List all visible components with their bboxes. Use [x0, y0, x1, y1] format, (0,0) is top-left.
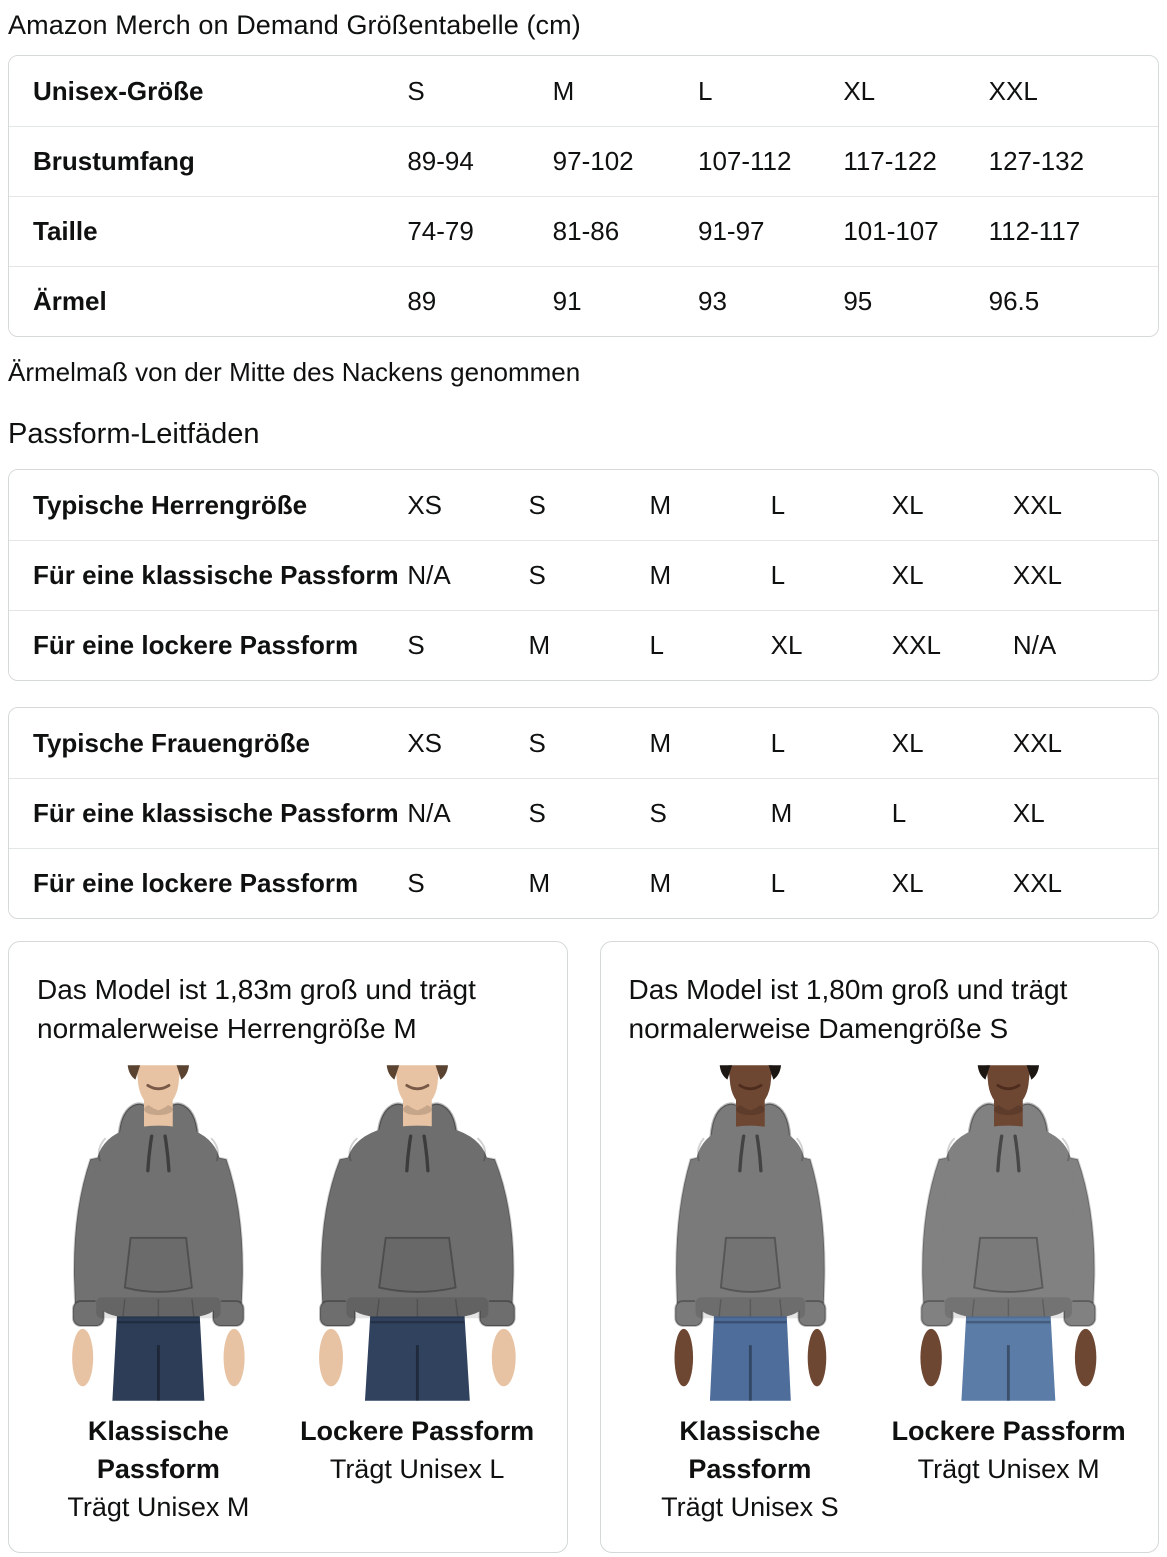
table-row — [9, 848, 1158, 918]
cell-value: 89-94 — [407, 146, 474, 176]
table-row — [9, 470, 1158, 540]
cell-value: XXL — [891, 630, 941, 660]
cell-value: XL — [891, 868, 924, 898]
cell-value: L — [770, 560, 786, 590]
size-label: Trägt Unisex L — [329, 1454, 505, 1484]
cell-value: L — [891, 798, 907, 828]
cell-value: S — [528, 798, 546, 828]
cell-value: XXL — [988, 75, 1038, 106]
model-photos — [621, 1058, 1139, 1408]
cell-value: 112-117 — [988, 216, 1081, 246]
cell-value: M — [528, 630, 551, 660]
cell-value: S — [528, 560, 546, 590]
table-row — [9, 56, 1158, 126]
row-label: Unisex-Größe — [33, 75, 204, 106]
cell-value: S — [407, 868, 425, 898]
cell-value: 74-79 — [407, 216, 474, 246]
model-description: Das Model ist 1,83m groß und trägt normalerweise Herrengröße M — [37, 974, 476, 1044]
cell-value: L — [697, 75, 713, 106]
row-label: Typische Herrengröße — [33, 489, 308, 520]
cell-value: XL — [891, 489, 924, 520]
cell-value: XL — [770, 630, 803, 660]
cell-value: XL — [1012, 798, 1045, 828]
mens-fit-table — [9, 470, 1158, 680]
cell-value: XS — [407, 727, 443, 758]
cell-value: 81-86 — [552, 216, 620, 246]
womens-fit-table — [9, 708, 1158, 918]
cell-value: 127-132 — [988, 146, 1085, 176]
womens-fit-table-card — [8, 707, 1159, 919]
row-label: Typische Frauengröße — [33, 727, 310, 758]
photo-caption-classic — [29, 1412, 288, 1526]
cell-value: S — [407, 630, 425, 660]
cell-value: 89 — [407, 286, 437, 316]
cell-value: S — [407, 75, 425, 106]
table-row — [9, 708, 1158, 778]
fit-label: Lockere Passform — [891, 1416, 1126, 1446]
cell-value: M — [649, 727, 672, 758]
cell-value: M — [649, 560, 672, 590]
cell-value: XXL — [1012, 868, 1063, 898]
table-row — [9, 196, 1158, 266]
model-description: Das Model ist 1,80m groß und trägt normalerweise Damengröße S — [628, 974, 1068, 1044]
cell-value: 93 — [697, 286, 727, 316]
cell-value: XL — [891, 560, 924, 590]
cell-value: XS — [407, 489, 443, 520]
womens-model-card — [600, 941, 1160, 1553]
cell-value: N/A — [1012, 630, 1057, 660]
photo-captions — [29, 1412, 547, 1526]
cell-value: 95 — [843, 286, 873, 316]
size-label: Trägt Unisex M — [917, 1454, 1100, 1484]
table-row — [9, 540, 1158, 610]
row-label: Taille — [33, 216, 98, 246]
cell-value: N/A — [407, 560, 451, 590]
cell-value: L — [649, 630, 665, 660]
cell-value: L — [770, 489, 786, 520]
cell-value: M — [528, 868, 551, 898]
table-row — [9, 126, 1158, 196]
cell-value: 91 — [552, 286, 582, 316]
cell-value: M — [649, 489, 672, 520]
model-photo-loose-fit — [288, 1058, 547, 1408]
row-label: Für eine lockere Passform — [33, 630, 359, 660]
model-photo-classic-fit — [621, 1058, 880, 1408]
model-cards-row — [8, 941, 1159, 1553]
unisex-size-table — [9, 56, 1158, 336]
cell-value: M — [770, 798, 793, 828]
cell-value: S — [528, 727, 546, 758]
cell-value: 97-102 — [552, 146, 634, 176]
cell-value: M — [649, 868, 672, 898]
table-row — [9, 778, 1158, 848]
sleeve-measure-note: Ärmelmaß von der Mitte des Nackens genommen — [8, 357, 581, 387]
cell-value: XL — [891, 727, 924, 758]
cell-value: 96.5 — [988, 286, 1040, 316]
unisex-size-table-card — [8, 55, 1159, 337]
page-title: Amazon Merch on Demand Größentabelle (cm) — [8, 10, 581, 40]
photo-caption-loose — [288, 1412, 547, 1526]
photo-caption-classic — [621, 1412, 880, 1526]
cell-value: XL — [843, 75, 876, 106]
fit-label: Lockere Passform — [300, 1416, 535, 1446]
cell-value: 91-97 — [697, 216, 765, 246]
cell-value: S — [649, 798, 667, 828]
cell-value: L — [770, 868, 786, 898]
size-label: Trägt Unisex M — [67, 1492, 250, 1522]
cell-value: XXL — [1012, 727, 1063, 758]
cell-value: L — [770, 727, 786, 758]
row-label: Für eine klassische Passform — [33, 798, 399, 828]
table-row — [9, 266, 1158, 336]
row-label: Für eine lockere Passform — [33, 868, 359, 898]
fit-label: Klassische Passform — [87, 1416, 229, 1484]
size-label: Trägt Unisex S — [661, 1492, 839, 1522]
cell-value: XXL — [1012, 560, 1063, 590]
mens-model-card — [8, 941, 568, 1553]
table-row — [9, 610, 1158, 680]
photo-captions — [621, 1412, 1139, 1526]
fit-label: Klassische Passform — [679, 1416, 821, 1484]
row-label: Ärmel — [33, 286, 107, 316]
photo-caption-loose — [879, 1412, 1138, 1526]
cell-value: M — [552, 75, 575, 106]
model-photos — [29, 1058, 547, 1408]
model-photo-loose-fit — [879, 1058, 1138, 1408]
cell-value: 107-112 — [697, 146, 792, 176]
cell-value: 117-122 — [843, 146, 937, 176]
mens-fit-table-card — [8, 469, 1159, 681]
cell-value: N/A — [407, 798, 451, 828]
cell-value: S — [528, 489, 546, 520]
model-photo-classic-fit — [29, 1058, 288, 1408]
cell-value: XXL — [1012, 489, 1063, 520]
fit-guides-heading: Passform-Leitfäden — [8, 418, 260, 450]
row-label: Brustumfang — [33, 146, 195, 176]
cell-value: 101-107 — [843, 216, 939, 246]
row-label: Für eine klassische Passform — [33, 560, 399, 590]
